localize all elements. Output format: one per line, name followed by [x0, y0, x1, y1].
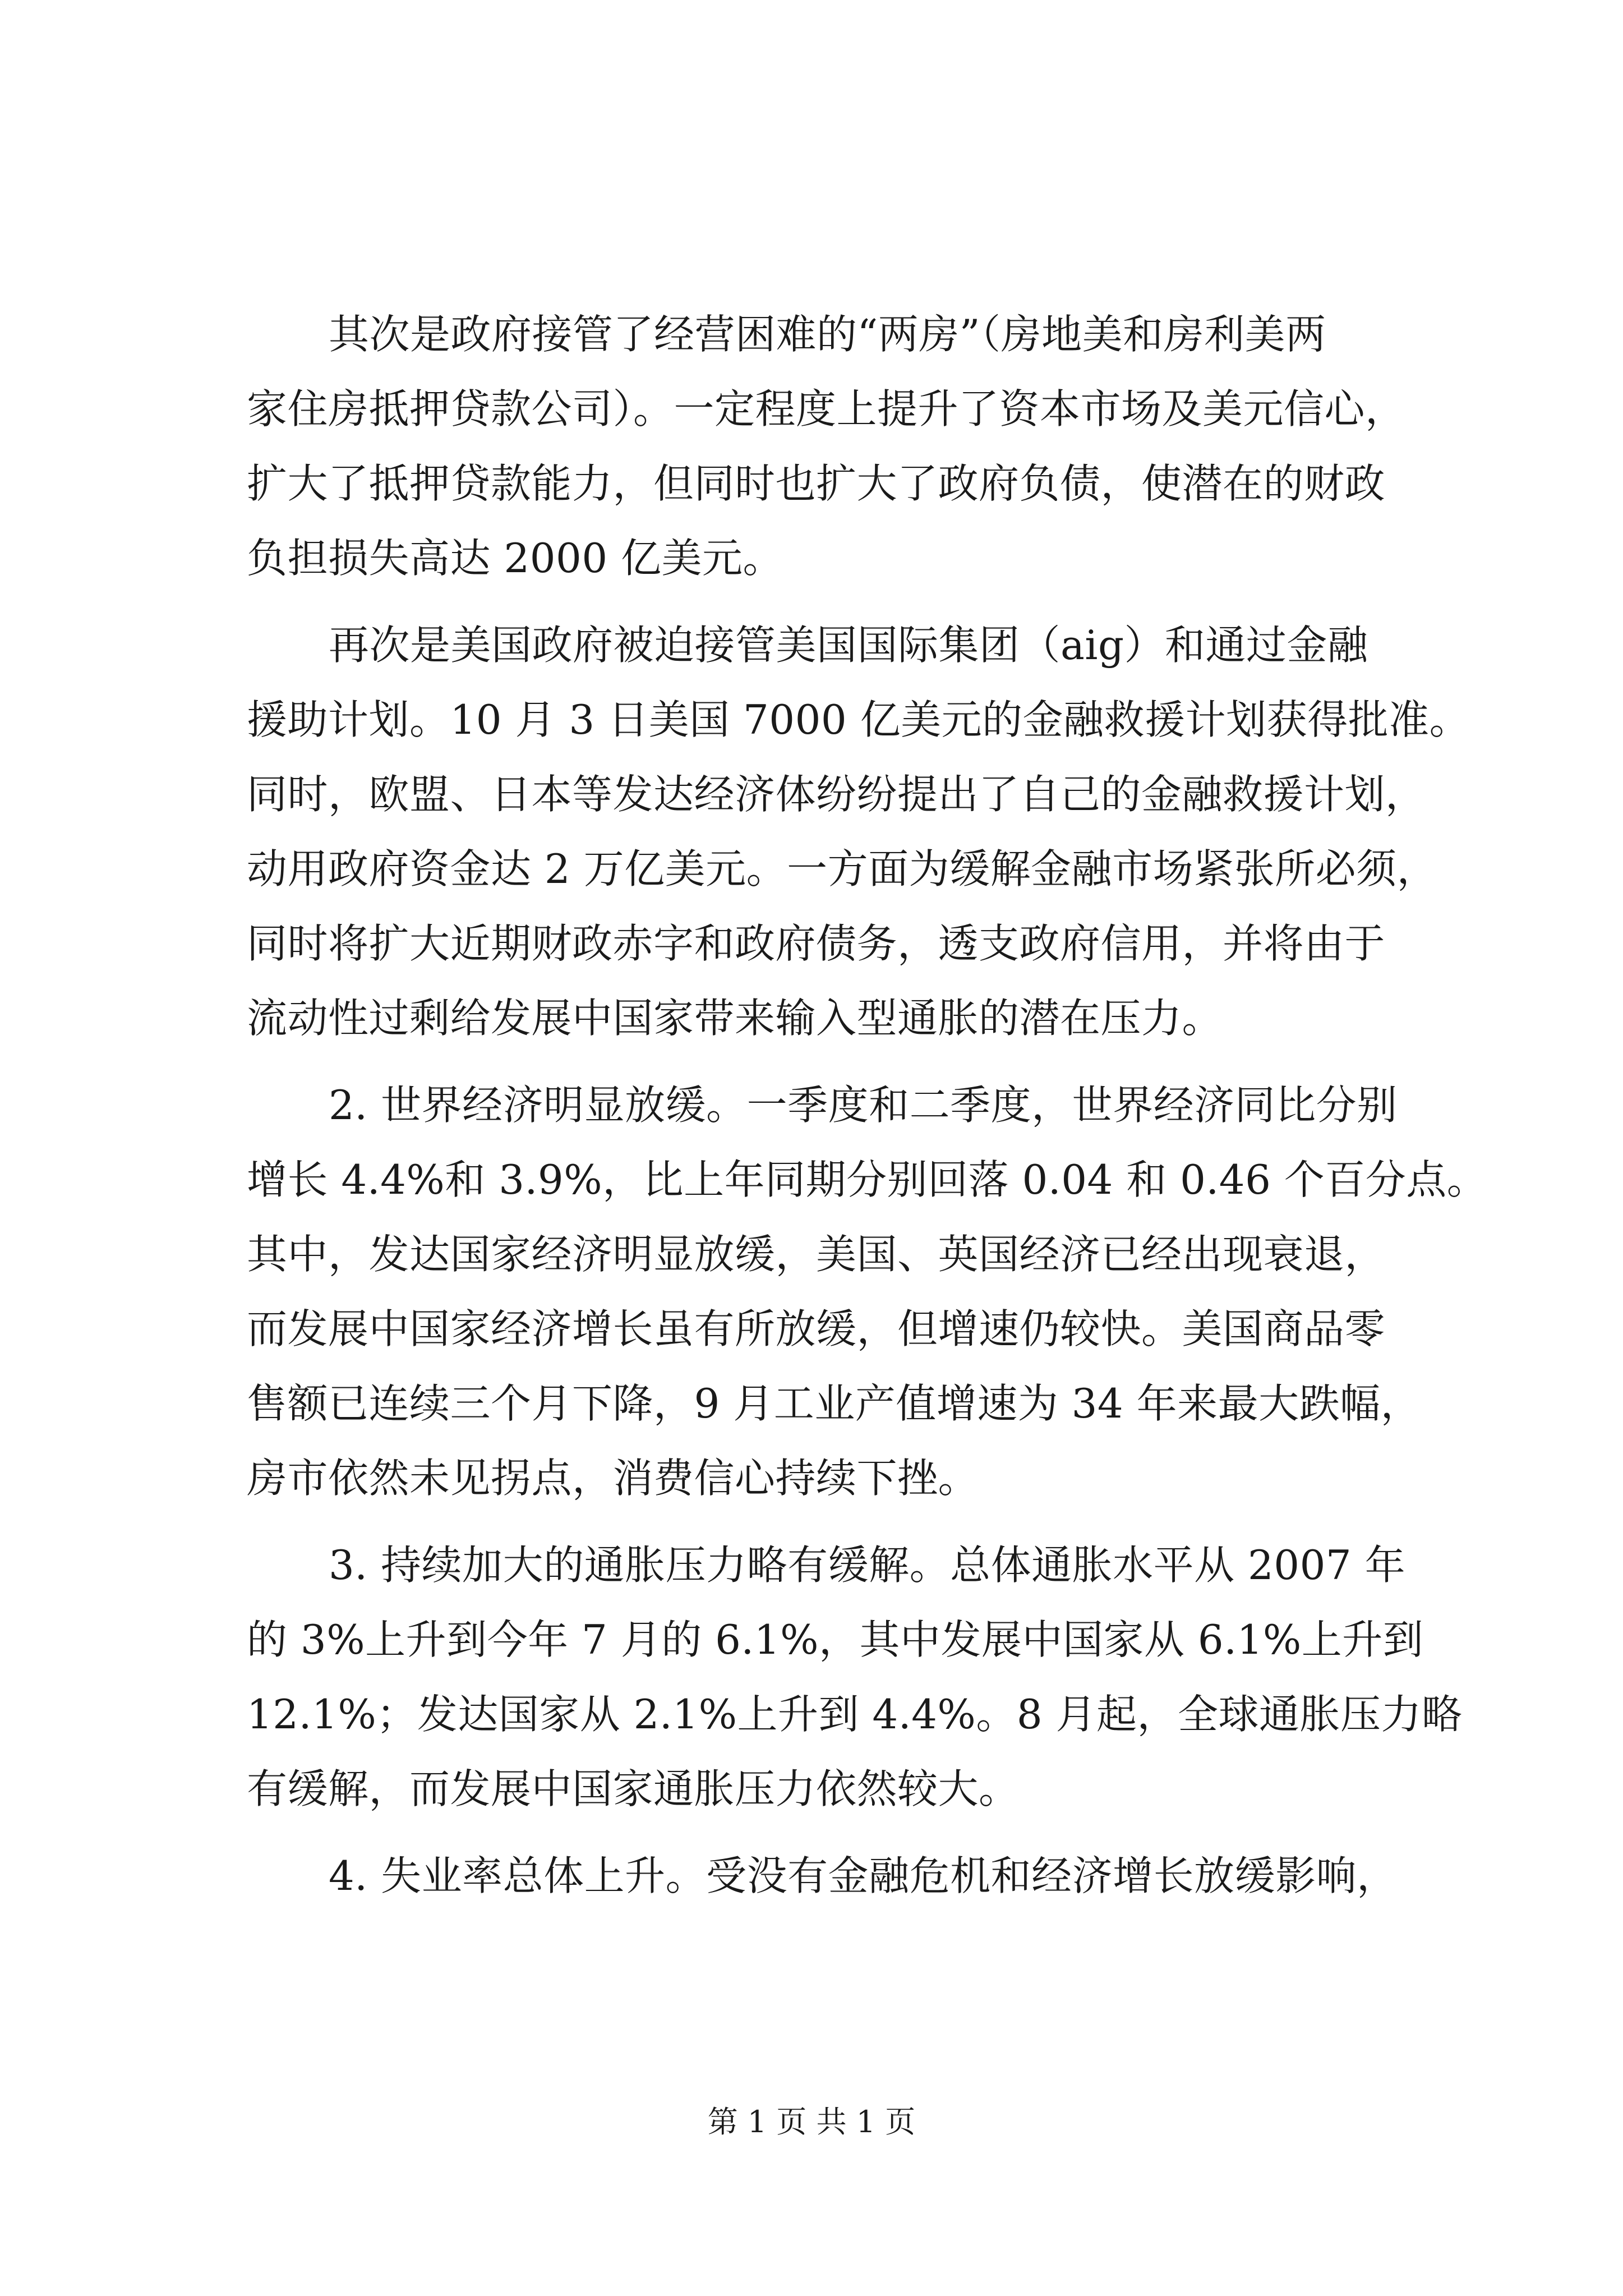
paragraph-two-gse-takeover	[247, 297, 1413, 596]
document-body	[247, 297, 1488, 1926]
paragraph-unemployment	[247, 1839, 1413, 1913]
text-line: 而发展中国家经济增长虽有所放缓，但增速仍较快。美国商品零	[247, 1305, 1386, 1352]
page-footer: 第 1 页 共 1 页	[707, 2104, 916, 2139]
text-line: 同时将扩大近期财政赤字和政府债务，透支政府信用，并将由于	[247, 920, 1386, 967]
text-line: 12.1%；发达国家从 2.1%上升到 4.4%。8 月起，全球通胀压力略	[247, 1691, 1463, 1738]
text-line: 负担损失高达 2000 亿美元。	[247, 535, 784, 582]
text-line: 3. 持续加大的通胀压力略有缓解。总体通胀水平从 2007 年	[329, 1542, 1406, 1589]
text-line: 其中，发达国家经济明显放缓，美国、英国经济已经出现衰退，	[247, 1231, 1386, 1278]
text-line: 2. 世界经济明显放缓。一季度和二季度，世界经济同比分别	[329, 1082, 1398, 1129]
text-line: 再次是美国政府被迫接管美国国际集团（aig）和通过金融	[329, 622, 1368, 669]
text-line: 售额已连续三个月下降，9 月工业产值增速为 34 年来最大跌幅，	[247, 1380, 1422, 1427]
text-line: 同时，欧盟、日本等发达经济体纷纷提出了自己的金融救援计划，	[247, 771, 1426, 818]
text-line: 增长 4.4%和 3.9%，比上年同期分别回落 0.04 和 0.46 个百分点。	[247, 1156, 1488, 1203]
text-line: 援助计划。10 月 3 日美国 7000 亿美元的金融救援计划获得批准。	[247, 696, 1470, 743]
text-line: 动用政府资金达 2 万亿美元。一方面为缓解金融市场紧张所必须，	[247, 845, 1438, 892]
paragraph-inflation	[247, 1528, 1463, 1826]
text-line: 4. 失业率总体上升。受没有金融危机和经济增长放缓影响，	[329, 1852, 1398, 1899]
text-line: 扩大了抵押贷款能力，但同时也扩大了政府负债，使潜在的财政	[247, 460, 1386, 507]
text-line: 有缓解，而发展中国家通胀压力依然较大。	[247, 1765, 1020, 1812]
text-line: 家住房抵押贷款公司）。一定程度上提升了资本市场及美元信心，	[247, 385, 1406, 432]
paragraph-aig-rescue	[247, 608, 1470, 1056]
text-line: 流动性过剩给发展中国家带来输入型通胀的潜在压力。	[247, 995, 1223, 1042]
text-line: 其次是政府接管了经营困难的“两房”（房地美和房利美两	[329, 311, 1326, 358]
text-line: 房市依然未见拐点，消费信心持续下挫。	[247, 1455, 979, 1502]
paragraph-economy-slowdown	[247, 1068, 1488, 1516]
text-line: 的 3%上升到今年 7 月的 6.1%，其中发展中国家从 6.1%上升到	[247, 1616, 1424, 1663]
